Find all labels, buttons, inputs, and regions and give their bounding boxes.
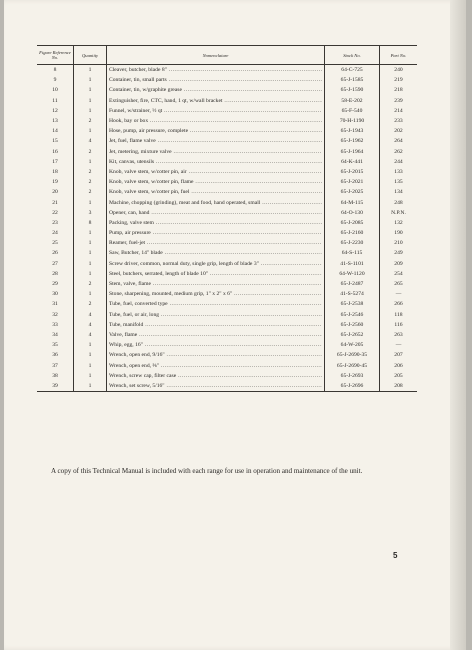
header-quantity: Quantity [74,46,107,65]
figure-ref-cell: 21 [52,199,58,206]
table-row [37,75,417,85]
stock-no-cell: 70-H-1190 [325,116,380,126]
part-no-cell: 202 [380,126,418,136]
part-no-cell: 132 [380,218,418,228]
figure-ref-cell: 22 [52,209,58,216]
header-stock-no: Stock No. [325,46,380,65]
page-fold-shadow [450,0,466,650]
table-row [37,299,417,309]
nomenclature-cell [107,136,325,146]
table-row [37,269,417,279]
quantity-cell: 8 [74,218,107,228]
nomenclature-text: Tube, fuel, or air, long ..... [109,310,322,320]
stock-no-cell: 65-J-2693 [325,371,380,381]
quantity-cell: 2 [74,187,107,197]
nomenclature-text: Knob, valve stem, w/cotter pin, fuel ..... [109,187,322,197]
figure-ref-cell: 31 [52,301,58,308]
stock-no-cell: 64-W-205 [325,340,380,350]
nomenclature-cell [107,126,325,136]
part-no-cell: 134 [380,187,418,197]
stock-no-cell: 64-M-115 [325,197,380,207]
stock-no-cell: 65-J-2015 [325,167,380,177]
nomenclature-text: Funnel, w/strainer, ½ qt ..... [109,106,322,116]
stock-no-cell: 58-E-202 [325,96,380,106]
figure-ref-cell: 17 [52,158,58,165]
nomenclature-cell [107,310,325,320]
part-no-cell: N.P.N. [380,208,418,218]
nomenclature-text: Kit, canvas, utensils ..... [109,157,322,167]
quantity-cell: 1 [74,238,107,248]
nomenclature-cell [107,259,325,269]
figure-ref-cell: 26 [52,250,58,257]
part-no-cell: 133 [380,167,418,177]
stock-no-cell: 65-J-2690-45 [325,360,380,370]
part-no-cell: 135 [380,177,418,187]
quantity-cell: 1 [74,360,107,370]
figure-ref-cell: 14 [52,128,58,135]
nomenclature-cell [107,371,325,381]
figure-ref-cell: 37 [52,362,58,369]
stock-no-cell: 64-O-130 [325,208,380,218]
nomenclature-cell [107,167,325,177]
table-row [37,126,417,136]
nomenclature-text: Tube, fuel, converted type ..... [109,299,322,309]
table-row [37,310,417,320]
part-no-cell: 263 [380,330,418,340]
part-no-cell: 190 [380,228,418,238]
stock-no-cell: 65-J-1964 [325,147,380,157]
nomenclature-cell [107,350,325,360]
table-row [37,381,417,392]
table-row [37,197,417,207]
part-no-cell: 118 [380,310,418,320]
table-row [37,65,417,76]
quantity-cell: 1 [74,340,107,350]
nomenclature-cell [107,157,325,167]
table-row [37,85,417,95]
parts-table [37,45,417,392]
table-row [37,136,417,146]
quantity-cell: 1 [74,197,107,207]
quantity-cell: 1 [74,85,107,95]
nomenclature-text: Cleaver, butcher, blade 8" ..... [109,65,322,75]
stock-no-cell: 65-J-2230 [325,238,380,248]
stock-no-cell: 65-J-2696 [325,381,380,392]
table-row [37,116,417,126]
figure-ref-cell: 24 [52,230,58,237]
nomenclature-cell [107,106,325,116]
quantity-cell: 2 [74,147,107,157]
nomenclature-cell [107,116,325,126]
figure-ref-cell: 39 [37,381,74,392]
figure-ref-cell: 35 [52,342,58,349]
part-no-cell: 239 [380,96,418,106]
part-no-cell: 207 [380,350,418,360]
nomenclature-text: Container, tin, small parts ..... [109,75,322,85]
table-row [37,360,417,370]
part-no-cell: 219 [380,75,418,85]
part-no-cell: 265 [380,279,418,289]
quantity-cell: 2 [74,279,107,289]
nomenclature-text: Knob, valve stem, w/cotter pin, flame ..... [109,177,322,187]
part-no-cell: 249 [380,248,418,258]
table-row [37,218,417,228]
manual-note: A copy of this Technical Manual is included with each range for use in operation and maintenance of the unit. [51,467,363,475]
stock-no-cell: 65-J-2160 [325,228,380,238]
nomenclature-text: Container, tin, w/graphite grease ..... [109,85,322,95]
table-row [37,259,417,269]
stock-no-cell: 65-J-2021 [325,177,380,187]
figure-ref-cell: 20 [52,189,58,196]
nomenclature-text: Stone, sharpening, mounted, medium grip, 1" x 2" x 6" ..... [109,289,322,299]
figure-ref-cell: 8 [53,67,57,74]
nomenclature-text: Machine, chopping (grinding), meat and food, hand operated, small ..... [109,198,322,208]
figure-ref-cell: 25 [52,240,58,247]
quantity-cell: 1 [74,65,107,76]
part-no-cell: 218 [380,85,418,95]
nomenclature-cell [107,269,325,279]
part-no-cell: 205 [380,371,418,381]
nomenclature-cell [107,85,325,95]
nomenclature-cell [107,248,325,258]
stock-no-cell: 65-J-2690-35 [325,350,380,360]
header-part-no: Part No. [380,46,418,65]
nomenclature-text: Hose, pump, air pressure, complete ..... [109,126,322,136]
quantity-cell: 1 [74,259,107,269]
part-no-cell: 264 [380,136,418,146]
nomenclature-cell [107,279,325,289]
stock-no-cell: 65-J-1943 [325,126,380,136]
quantity-cell: 4 [74,136,107,146]
stock-no-cell: 65-J-2652 [325,330,380,340]
figure-ref-cell: 27 [52,260,58,267]
figure-ref-cell: 18 [52,168,58,175]
figure-ref-cell: 30 [52,291,58,298]
quantity-cell: 1 [74,228,107,238]
parts-table-header [37,46,417,65]
quantity-cell: 1 [74,157,107,167]
quantity-cell: 4 [74,330,107,340]
stock-no-cell: 65-J-2538 [325,299,380,309]
table-row [37,208,417,218]
table-row [37,340,417,350]
quantity-cell: 1 [74,269,107,279]
page-number: 5 [393,551,398,560]
quantity-cell: 1 [74,371,107,381]
stock-no-cell: 64-S-115 [325,248,380,258]
table-row [37,320,417,330]
nomenclature-text: Hook, bay or box ..... [109,116,322,126]
nomenclature-cell [107,208,325,218]
figure-ref-cell: 15 [52,138,58,145]
part-no-cell: 248 [380,197,418,207]
nomenclature-cell [107,320,325,330]
nomenclature-text: Wrench, set screw, 5/16" ..... [109,381,322,391]
part-no-cell: 240 [380,65,418,76]
parts-table-body [37,65,417,392]
part-no-cell: 266 [380,299,418,309]
nomenclature-text: Screw driver, common, normal duty, single grip, length of blade 3" ..... [109,259,322,269]
nomenclature-text: Tube, manifold ..... [109,320,322,330]
part-no-cell: — [380,340,418,350]
nomenclature-text: Knob, valve stem, w/cotter pin, air ..... [109,167,322,177]
nomenclature-text: Pump, air pressure ..... [109,228,322,238]
nomenclature-cell [107,218,325,228]
stock-no-cell: 65-J-2085 [325,218,380,228]
nomenclature-cell [107,187,325,197]
table-row [37,177,417,187]
table-row [37,289,417,299]
table-row [37,96,417,106]
part-no-cell: 214 [380,106,418,116]
figure-ref-cell: 19 [52,179,58,186]
nomenclature-text: Steel, butchers, serrated, length of blade 10" ..... [109,269,322,279]
nomenclature-cell [107,340,325,350]
stock-no-cell: 65-J-1590 [325,85,380,95]
nomenclature-cell [107,96,325,106]
figure-ref-cell: 12 [52,107,58,114]
stock-no-cell: 65-J-2560 [325,320,380,330]
stock-no-cell: 65-J-2025 [325,187,380,197]
quantity-cell: 4 [74,310,107,320]
nomenclature-text: Jet, fuel, flame valve ..... [109,136,322,146]
nomenclature-cell [107,228,325,238]
nomenclature-text: Valve, flame ..... [109,330,322,340]
figure-ref-cell: 33 [52,321,58,328]
quantity-cell: 2 [74,177,107,187]
stock-no-cell: 64-K-441 [325,157,380,167]
table-row [37,167,417,177]
nomenclature-text: Whip, egg, 16" ..... [109,340,322,350]
part-no-cell: 210 [380,238,418,248]
figure-ref-cell: 34 [52,331,58,338]
stock-no-cell: 64-C-725 [325,65,380,76]
quantity-cell: 1 [74,126,107,136]
stock-no-cell: 65-J-2546 [325,310,380,320]
nomenclature-cell [107,147,325,157]
header-figure-ref: Figure Reference No. [37,46,74,65]
part-no-cell: 233 [380,116,418,126]
stock-no-cell: 65-F-540 [325,106,380,116]
nomenclature-text: Wrench, open end, ⅝" ..... [109,361,322,371]
nomenclature-cell [107,330,325,340]
nomenclature-cell [107,381,325,392]
part-no-cell: — [380,289,418,299]
nomenclature-text: Stem, valve, flame ..... [109,279,322,289]
quantity-cell: 1 [74,96,107,106]
stock-no-cell: 65-J-2487 [325,279,380,289]
table-row [37,228,417,238]
quantity-cell: 2 [74,116,107,126]
quantity-cell: 2 [74,299,107,309]
nomenclature-text: Wrench, screw cap, filter case ..... [109,371,322,381]
nomenclature-text: Jet, metering, mixture valve ..... [109,147,322,157]
quantity-cell: 1 [74,248,107,258]
table-row [37,248,417,258]
part-no-cell: 209 [380,259,418,269]
stock-no-cell: 65-J-1585 [325,75,380,85]
table-row [37,279,417,289]
nomenclature-cell [107,197,325,207]
stock-no-cell: 65-J-1962 [325,136,380,146]
part-no-cell: 254 [380,269,418,279]
part-no-cell: 208 [380,381,418,392]
table-row [37,187,417,197]
quantity-cell: 1 [74,381,107,392]
nomenclature-text: Extinguisher, fire, CTC, hand, 1 qt, w/wall bracket ..... [109,96,322,106]
figure-ref-cell: 23 [52,219,58,226]
nomenclature-text: Reamer, fuel-jet ..... [109,238,322,248]
figure-ref-cell: 9 [53,77,57,84]
nomenclature-cell [107,360,325,370]
figure-ref-cell: 16 [52,148,58,155]
quantity-cell: 1 [74,289,107,299]
table-row [37,350,417,360]
figure-ref-cell: 29 [52,281,58,288]
figure-ref-cell: 10 [52,87,58,94]
nomenclature-cell [107,238,325,248]
figure-ref-cell: 36 [52,352,58,359]
stock-no-cell: 41-S-1101 [325,259,380,269]
table-row [37,147,417,157]
figure-ref-cell: 38 [52,372,58,379]
figure-ref-cell: 28 [52,270,58,277]
nomenclature-cell [107,299,325,309]
part-no-cell: 244 [380,157,418,167]
figure-ref-cell: 11 [52,97,58,104]
figure-ref-cell: 32 [52,311,58,318]
table-row [37,106,417,116]
table-row [37,330,417,340]
table-row [37,238,417,248]
quantity-cell: 1 [74,106,107,116]
nomenclature-cell [107,65,325,76]
quantity-cell: 1 [74,75,107,85]
table-row [37,157,417,167]
nomenclature-cell [107,75,325,85]
quantity-cell: 3 [74,208,107,218]
nomenclature-text: Opener, can, hand ..... [109,208,322,218]
nomenclature-text: Saw, Butcher, 14" blade ..... [109,248,322,258]
stock-no-cell: 41-S-5274 [325,289,380,299]
figure-ref-cell: 13 [52,118,58,125]
quantity-cell: 4 [74,320,107,330]
table-row [37,371,417,381]
nomenclature-text: Wrench, open end, 9/16" ..... [109,350,322,360]
stock-no-cell: 64-W-1120 [325,269,380,279]
nomenclature-text: Packing, valve stem ..... [109,218,322,228]
part-no-cell: 206 [380,360,418,370]
part-no-cell: 262 [380,147,418,157]
header-nomenclature: Nomenclature [107,46,325,65]
quantity-cell: 2 [74,167,107,177]
nomenclature-cell [107,289,325,299]
part-no-cell: 116 [380,320,418,330]
quantity-cell: 1 [74,350,107,360]
nomenclature-cell [107,177,325,187]
